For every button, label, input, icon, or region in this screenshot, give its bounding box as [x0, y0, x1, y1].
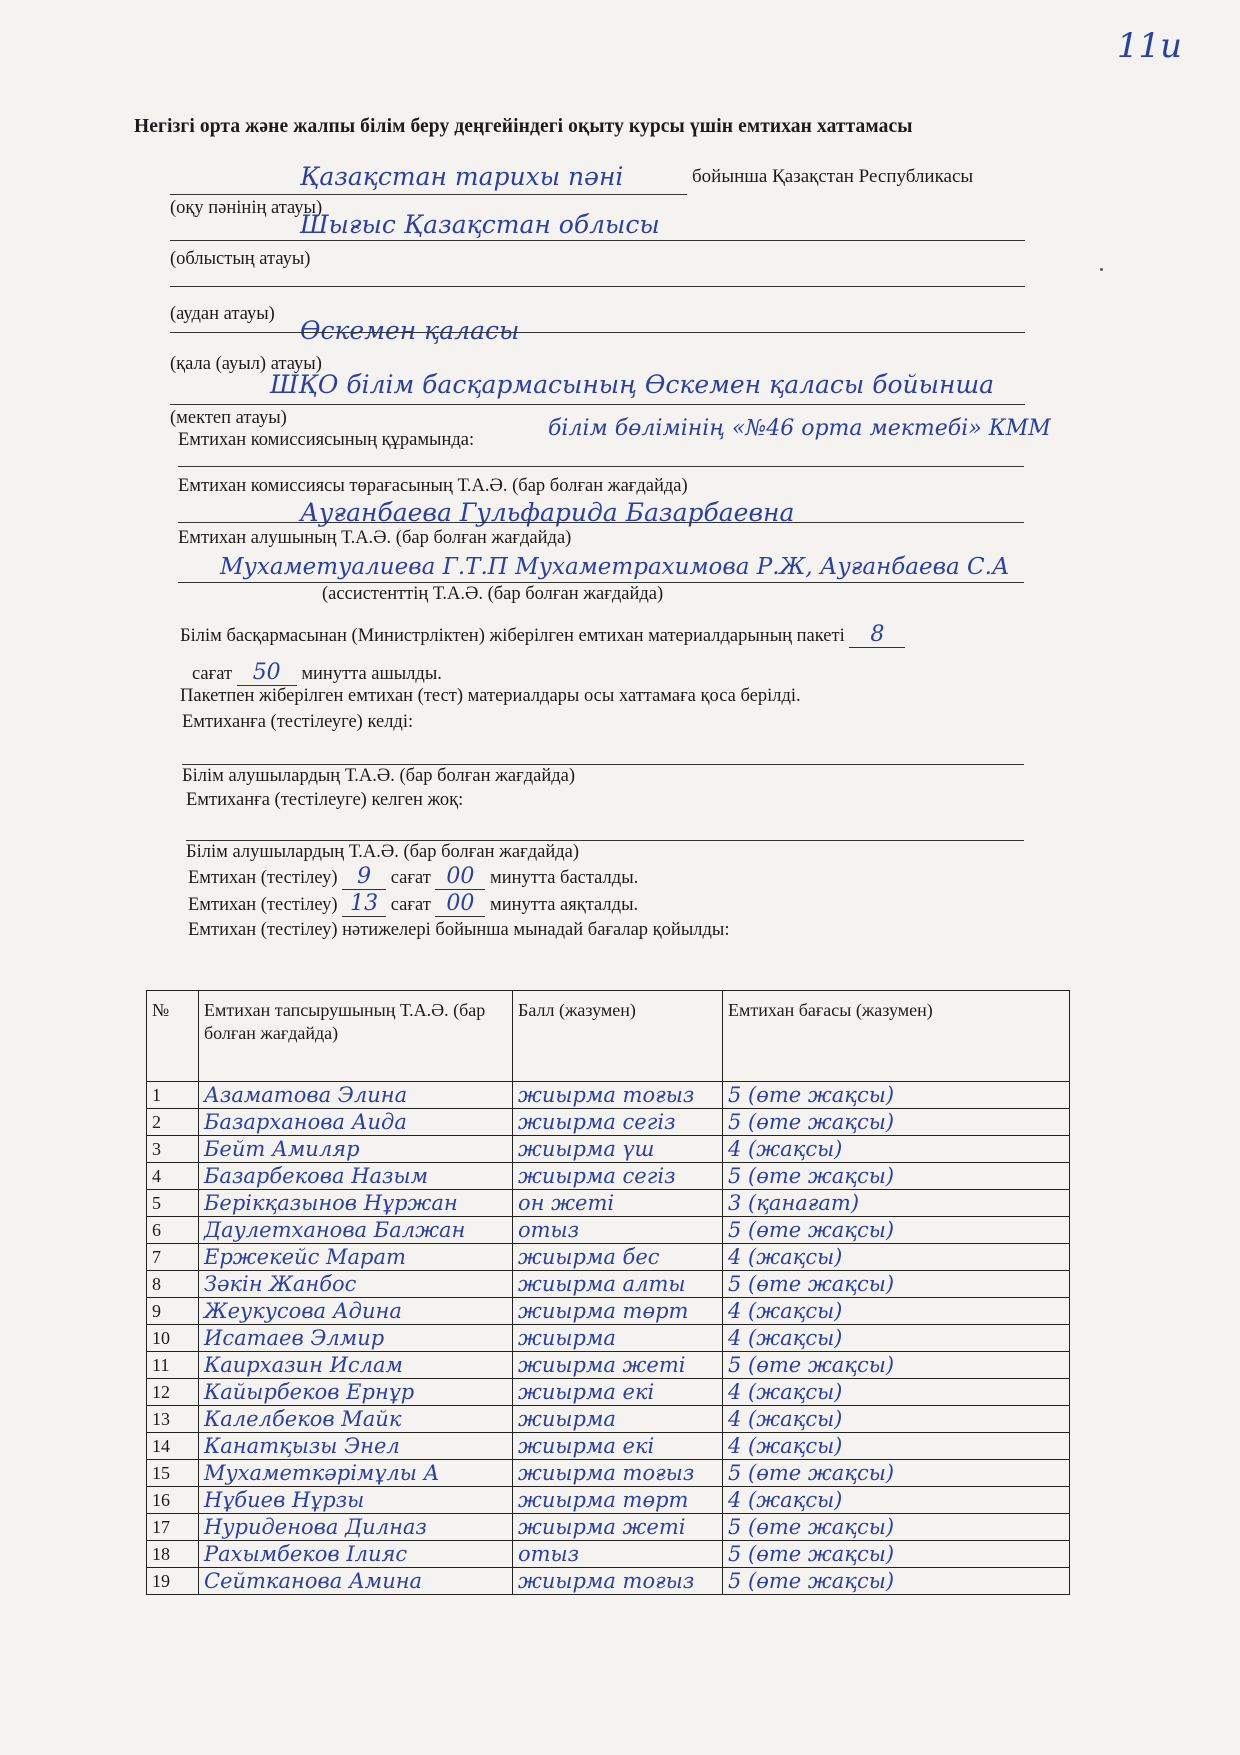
grade-text: 4 (жақсы)	[723, 1136, 1070, 1163]
student-name: Каирхазин Ислам	[199, 1352, 513, 1379]
package-minute: 50	[252, 660, 281, 685]
grade-text: 4 (жақсы)	[723, 1244, 1070, 1271]
header-grade: Емтихан бағасы (жазумен)	[723, 991, 1070, 1082]
grade-text: 4 (жақсы)	[723, 1433, 1070, 1460]
end-minute-blank	[435, 893, 485, 917]
table-row	[147, 1541, 1070, 1568]
table-row	[147, 1514, 1070, 1541]
score-text: жиырма төрт	[513, 1487, 723, 1514]
row-number: 15	[147, 1460, 199, 1487]
grade-text: 5 (өте жақсы)	[723, 1109, 1070, 1136]
table-row	[147, 1082, 1070, 1109]
row-number: 11	[147, 1352, 199, 1379]
student-name: Кайырбеков Ернұр	[199, 1379, 513, 1406]
commission-handwritten: білім бөлімінің «№46 орта мектебі» КММ	[548, 416, 1051, 441]
score-text: жиырма	[513, 1325, 723, 1352]
region-field	[170, 210, 1025, 270]
table-row	[147, 1190, 1070, 1217]
start-prefix: Емтихан (тестілеу)	[188, 868, 338, 888]
district-label: (аудан атауы)	[170, 304, 275, 324]
score-text: жиырма бес	[513, 1244, 723, 1271]
paper-speck	[1100, 268, 1103, 271]
start-hour-blank	[342, 866, 386, 890]
student-name: Даулетханова Балжан	[199, 1217, 513, 1244]
start-line	[188, 866, 638, 890]
header-number: №	[147, 991, 199, 1082]
grade-text: 5 (өте жақсы)	[723, 1163, 1070, 1190]
row-number: 12	[147, 1379, 199, 1406]
student-name: Жеукусова Адина	[199, 1298, 513, 1325]
student-name: Нұбиев Нұрзы	[199, 1487, 513, 1514]
grade-text: 5 (өте жақсы)	[723, 1460, 1070, 1487]
region-rule	[170, 240, 1025, 241]
row-number: 6	[147, 1217, 199, 1244]
score-text: жиырма сегіз	[513, 1109, 723, 1136]
header-name: Емтихан тапсырушының Т.А.Ә. (бар болған жағдайда)	[199, 991, 513, 1082]
student-name: Исатаев Элмир	[199, 1325, 513, 1352]
table-row	[147, 1379, 1070, 1406]
score-text: жиырма тоғыз	[513, 1568, 723, 1595]
student-name: Ержекейс Марат	[199, 1244, 513, 1271]
page-number: 11и	[1116, 26, 1182, 66]
grade-text: 4 (жақсы)	[723, 1298, 1070, 1325]
table-row	[147, 1325, 1070, 1352]
grade-text: 4 (жақсы)	[723, 1325, 1070, 1352]
row-number: 17	[147, 1514, 199, 1541]
score-text: жиырма екі	[513, 1379, 723, 1406]
student-name: Нуриденова Дилназ	[199, 1514, 513, 1541]
row-number: 3	[147, 1136, 199, 1163]
row-number: 10	[147, 1325, 199, 1352]
grade-text: 5 (өте жақсы)	[723, 1271, 1070, 1298]
score-text: жиырма жеті	[513, 1352, 723, 1379]
student-name: Зәкін Жанбос	[199, 1271, 513, 1298]
district-field	[170, 262, 1025, 322]
package-suffix: минутта ашылды.	[301, 664, 442, 684]
city-label: (қала (ауыл) атауы)	[170, 354, 322, 374]
table-row	[147, 1136, 1070, 1163]
score-text: жиырма алты	[513, 1271, 723, 1298]
school-handwritten: ШҚО білім басқармасының Өскемен қаласы бойынша	[270, 370, 995, 399]
table-row	[147, 1433, 1070, 1460]
score-text: жиырма екі	[513, 1433, 723, 1460]
table-row	[147, 1244, 1070, 1271]
examiner-label: Емтихан алушының Т.А.Ә. (бар болған жағдайда)	[178, 528, 572, 548]
absent-label: Емтиханға (тестілеуге) келген жоқ:	[186, 790, 464, 810]
header-score: Балл (жазумен)	[513, 991, 723, 1082]
table-row	[147, 1163, 1070, 1190]
subject-label: (оқу пәнінің атауы)	[170, 198, 323, 218]
start-hour: 9	[357, 864, 372, 889]
table-row	[147, 1568, 1070, 1595]
student-name: Рахымбеков Ілияс	[199, 1541, 513, 1568]
student-name: Берікқазынов Нұржан	[199, 1190, 513, 1217]
score-text: отыз	[513, 1217, 723, 1244]
end-prefix: Емтихан (тестілеу)	[188, 895, 338, 915]
grade-text: 5 (өте жақсы)	[723, 1217, 1070, 1244]
grade-text: 5 (өте жақсы)	[723, 1514, 1070, 1541]
subject-suffix: бойынша Қазақстан Республикасы	[692, 166, 974, 187]
grade-text: 5 (өте жақсы)	[723, 1352, 1070, 1379]
materials-note: Пакетпен жіберілген емтихан (тест) материалдары осы хаттамаға қоса берілді.	[180, 686, 801, 706]
package-time-line	[192, 662, 442, 686]
subject-field	[170, 158, 1025, 218]
chair-rule	[178, 522, 1024, 523]
score-text: отыз	[513, 1541, 723, 1568]
school-label: (мектеп атауы)	[170, 408, 287, 428]
commission-rule	[178, 466, 1024, 467]
student-name: Калелбеков Майк	[199, 1406, 513, 1433]
score-text: жиырма	[513, 1406, 723, 1433]
start-minute-blank	[435, 866, 485, 890]
end-suffix: минутта аяқталды.	[490, 895, 639, 915]
results-intro: Емтихан (тестілеу) нәтижелері бойынша мынадай бағалар қойылды:	[188, 920, 730, 940]
row-number: 18	[147, 1541, 199, 1568]
grades-table	[146, 990, 1070, 1595]
absent-sub: Білім алушылардың Т.А.Ә. (бар болған жағдайда)	[186, 842, 580, 862]
end-hour-word: сағат	[390, 895, 431, 915]
grades-header-row	[147, 991, 1070, 1082]
table-row	[147, 1352, 1070, 1379]
score-text: он жеті	[513, 1190, 723, 1217]
table-row	[147, 1406, 1070, 1433]
student-name: Канатқызы Энел	[199, 1433, 513, 1460]
row-number: 1	[147, 1082, 199, 1109]
city-field	[170, 316, 1025, 376]
examiner-handwritten: Мухаметуалиева Г.Т.П Мухаметрахимова Р.Ж, Ауғанбаева С.А	[220, 554, 1010, 580]
score-text: жиырма сегіз	[513, 1163, 723, 1190]
commission-label: Емтихан комиссиясының құрамында:	[178, 430, 475, 450]
score-text: жиырма жеті	[513, 1514, 723, 1541]
package-minute-blank	[237, 662, 297, 686]
start-minute: 00	[446, 864, 475, 889]
region-label: (облыстың атауы)	[170, 249, 311, 269]
start-suffix: минутта басталды.	[490, 868, 639, 888]
package-hour: 8	[870, 622, 885, 647]
row-number: 9	[147, 1298, 199, 1325]
row-number: 16	[147, 1487, 199, 1514]
table-row	[147, 1109, 1070, 1136]
student-name: Азаматова Элина	[199, 1082, 513, 1109]
end-hour-blank	[342, 893, 386, 917]
table-row	[147, 1460, 1070, 1487]
row-number: 7	[147, 1244, 199, 1271]
package-text: Білім басқармасынан (Министрліктен) жіберілген емтихан материалдарының пакеті	[180, 626, 845, 646]
end-minute: 00	[446, 891, 475, 916]
subject-handwritten: Қазақстан тарихы пәні	[300, 162, 624, 191]
district-rule	[170, 286, 1025, 287]
start-hour-word: сағат	[390, 868, 431, 888]
document-title: Негізгі орта және жалпы білім беру деңгейіндегі оқыту курсы үшін емтихан хаттамасы	[134, 116, 913, 137]
grade-text: 3 (қанағат)	[723, 1190, 1070, 1217]
grade-text: 4 (жақсы)	[723, 1487, 1070, 1514]
score-text: жиырма үш	[513, 1136, 723, 1163]
end-line	[188, 893, 638, 917]
attended-sub: Білім алушылардың Т.А.Ә. (бар болған жағдайда)	[182, 766, 576, 786]
row-number: 8	[147, 1271, 199, 1298]
row-number: 2	[147, 1109, 199, 1136]
city-rule	[170, 332, 1025, 333]
table-row	[147, 1487, 1070, 1514]
city-handwritten: Өскемен қаласы	[300, 316, 520, 345]
student-name: Сейтканова Амина	[199, 1568, 513, 1595]
row-number: 4	[147, 1163, 199, 1190]
row-number: 13	[147, 1406, 199, 1433]
row-number: 14	[147, 1433, 199, 1460]
chair-label: Емтихан комиссиясы төрағасының Т.А.Ә. (бар болған жағдайда)	[178, 476, 688, 496]
attended-label: Емтиханға (тестілеуге) келді:	[182, 712, 414, 732]
student-name: Бейт Амиляр	[199, 1136, 513, 1163]
student-name: Мухаметкәрімұлы А	[199, 1460, 513, 1487]
package-line	[180, 624, 905, 648]
student-name: Базарбекова Назым	[199, 1163, 513, 1190]
package-hour-word: сағат	[192, 664, 233, 684]
score-text: жиырма тоғыз	[513, 1082, 723, 1109]
grade-text: 4 (жақсы)	[723, 1406, 1070, 1433]
grade-text: 5 (өте жақсы)	[723, 1082, 1070, 1109]
score-text: жиырма төрт	[513, 1298, 723, 1325]
package-hour-blank	[849, 624, 905, 648]
row-number: 5	[147, 1190, 199, 1217]
examiner-rule	[178, 582, 1024, 583]
school-rule	[170, 404, 1025, 405]
grade-text: 4 (жақсы)	[723, 1379, 1070, 1406]
row-number: 19	[147, 1568, 199, 1595]
table-row	[147, 1217, 1070, 1244]
table-row	[147, 1271, 1070, 1298]
chair-handwritten: Ауғанбаева Гульфарида Базарбаевна	[300, 498, 795, 527]
subject-rule	[170, 194, 687, 195]
grades-body	[147, 1082, 1070, 1595]
table-row	[147, 1298, 1070, 1325]
region-handwritten: Шығыс Қазақстан облысы	[300, 210, 660, 239]
grade-text: 5 (өте жақсы)	[723, 1568, 1070, 1595]
absent-rule	[186, 840, 1024, 841]
grade-text: 5 (өте жақсы)	[723, 1541, 1070, 1568]
student-name: Базарханова Аида	[199, 1109, 513, 1136]
end-hour: 13	[350, 891, 379, 916]
score-text: жиырма тоғыз	[513, 1460, 723, 1487]
attended-rule	[182, 764, 1024, 765]
assistant-label: (ассистенттің Т.А.Ә. (бар болған жағдайда)	[322, 584, 664, 604]
